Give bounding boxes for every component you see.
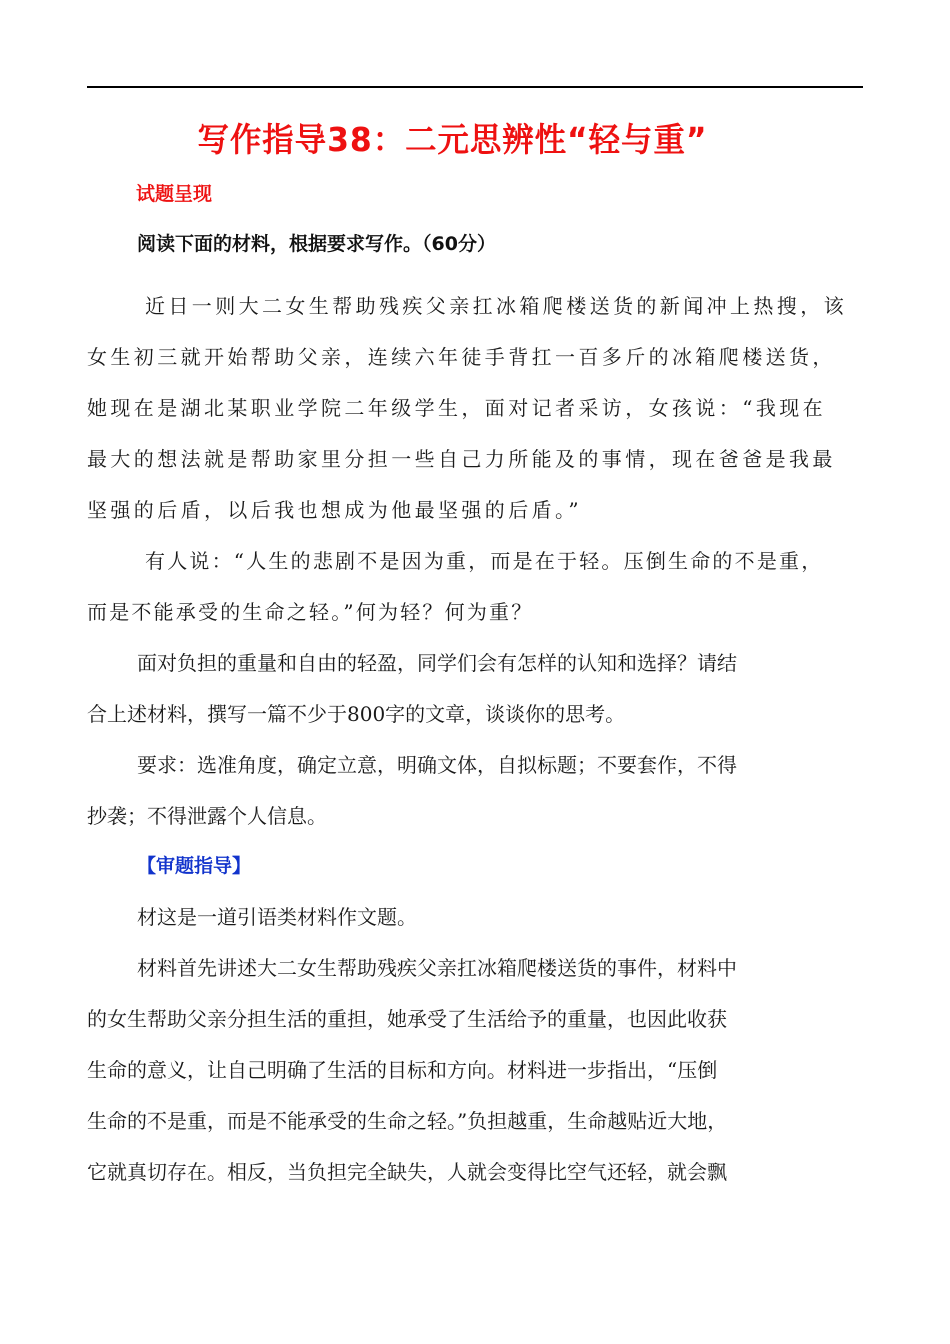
guide-line: 材料首先讲述大二女生帮助残疾父亲扛冰箱爬楼送货的事件，材料中 <box>137 956 737 980</box>
document-title: 写作指导38：二元思辨性“轻与重” <box>197 120 708 159</box>
material-line: 有人说：“人生的悲剧不是因为重，而是在于轻。压倒生命的不是重， <box>145 549 824 573</box>
section-heading: 试题呈现 <box>136 183 213 205</box>
prompt-line: 阅读下面的材料，根据要求写作。（60分） <box>137 233 496 255</box>
task-line: 要求：选准角度，确定立意，明确文体，自拟标题；不要套作，不得 <box>137 753 737 777</box>
task-line: 抄袭；不得泄露个人信息。 <box>87 804 327 828</box>
material-line: 近日一则大二女生帮助残疾父亲扛冰箱爬楼送货的新闻冲上热搜，该 <box>145 294 847 318</box>
guide-heading: 【审题指导】 <box>137 855 252 877</box>
guide-line: 它就真切存在。相反，当负担完全缺失，人就会变得比空气还轻，就会飘 <box>87 1160 727 1184</box>
material-line: 她现在是湖北某职业学院二年级学生，面对记者采访，女孩说：“我现在 <box>87 396 827 420</box>
material-line: 而是不能承受的生命之轻。”何为轻？何为重？ <box>87 600 534 624</box>
material-line: 最大的想法就是帮助家里分担一些自己力所能及的事情，现在爸爸是我最 <box>87 447 836 471</box>
material-line: 坚强的后盾，以后我也想成为他最坚强的后盾。” <box>87 498 583 522</box>
task-line: 合上述材料，撰写一篇不少于800字的文章，谈谈你的思考。 <box>87 702 626 726</box>
task-line: 面对负担的重量和自由的轻盈，同学们会有怎样的认知和选择？请结 <box>137 651 737 675</box>
guide-line: 生命的不是重，而是不能承受的生命之轻。”负担越重，生命越贴近大地， <box>87 1109 728 1133</box>
header-rule <box>87 86 863 88</box>
guide-line: 生命的意义，让自己明确了生活的目标和方向。材料进一步指出，“压倒 <box>87 1058 718 1082</box>
material-line: 女生初三就开始帮助父亲，连续六年徒手背扛一百多斤的冰箱爬楼送货， <box>87 345 836 369</box>
guide-line: 的女生帮助父亲分担生活的重担，她承受了生活给予的重量，也因此收获 <box>87 1007 727 1031</box>
guide-line: 材这是一道引语类材料作文题。 <box>137 905 417 929</box>
